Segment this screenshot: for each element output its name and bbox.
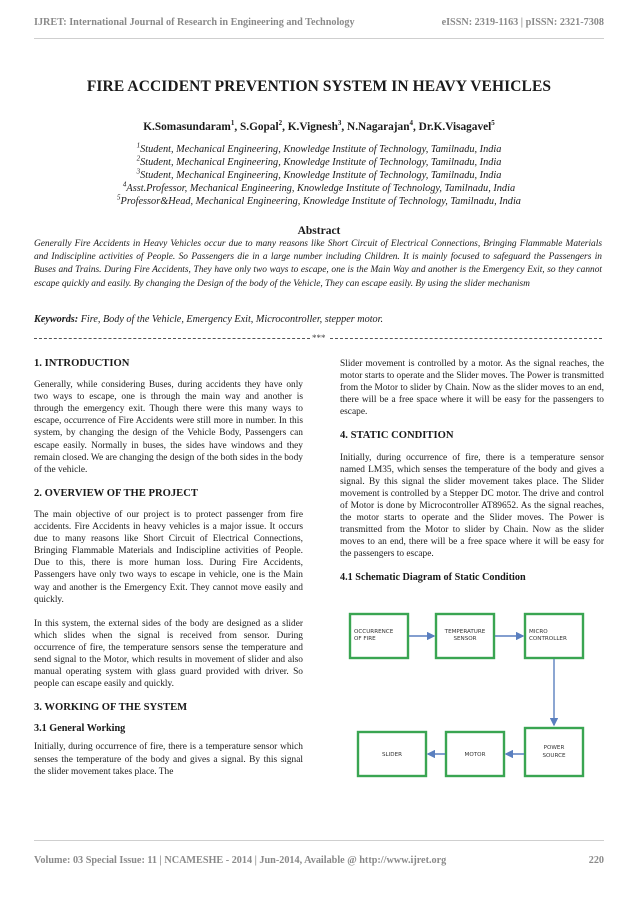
svg-text:SENSOR: SENSOR: [453, 636, 477, 642]
author-list: [0, 121, 638, 133]
keywords-text: Fire, Body of the Vehicle, Emergency Exit, Microcontroller, stepper motor.: [78, 314, 384, 325]
section-separator: [34, 333, 602, 343]
affiliation: $^3$Student, Mechanical Engineering, Knowledge Institute of Technology, Tamilnadu, India: [136, 167, 502, 181]
svg-text:CONTROLLER: CONTROLLER: [529, 636, 567, 642]
journal-name: IJRET: International Journal of Research in Engineering and Technology: [34, 17, 355, 28]
introduction-paragraph: Generally, while considering Buses, during accidents they have only two ways to escape, one is through the main way and another is through the emergency exit. Though there were this many ways to escape, occurrence of Fire Accidents were still more in number. In this system, by changing the design of the Vehicle Body, Passengers can escape easily. Normally in buses, the sides have windows and they remain closed. We are changing the design of the both sides in the body of the vehicle.: [34, 380, 303, 475]
author: K.Somasundaram$^1$,: [143, 119, 240, 133]
general-working-paragraph: Initially, during occurrence of fire, there is a temperature sensor which senses the temperature of the body and gives a signal. By this signal the slider movement takes place. The: [34, 742, 303, 777]
author: Dr.K.Visagavel$^5$: [418, 119, 495, 133]
author: S.Gopal$^2$,: [239, 119, 288, 133]
svg-text:SOURCE: SOURCE: [542, 753, 566, 759]
svg-text:TEMPERATURE: TEMPERATURE: [444, 629, 486, 635]
overview-paragraph: The main objective of our project is to protect passenger from fire accidents. Fire Accidents in heavy vehicles is a major issue. It occurs due to many reasons like Short Circuit of Electrical Connections, Bringing Flammable Materials and Indiscipline activities of People. Due to this, there is more human loss. During Fire Accidents, Passengers have only two ways to escape in vehicle, one is the Main way and another is the Emergency Exit. They cannot move easily and quickly.: [34, 509, 303, 605]
box-temperature-sensor: [436, 614, 494, 658]
svg-text:MICRO: MICRO: [529, 629, 548, 635]
subsection-heading-general: 3.1 General Working: [34, 723, 126, 735]
static-condition-paragraph: Initially, during occurrence of fire, there is a temperature sensor named LM35, which senses the temperature of the body and gives a signal. By this signal the slider movement takes place. The Slider movement is controlled by a Stepper DC motor. The drive and control of Motor is done by Microcontroller AT89652. As the signal reaches, the motor starts to operate and the Slider moves. The Power is transmitted from the Motor to slider by Chain. Now as the slider moves to an end, there will be a free space where it will be easy for the passengers to escape.: [340, 452, 604, 560]
section-heading-introduction: 1. INTRODUCTION: [34, 358, 130, 369]
affiliation: $^5$Professor&Head, Mechanical Engineering, Knowledge Institute of Technology, Tamilnadu, India: [117, 193, 521, 207]
separator-stars: ***: [312, 333, 326, 343]
author: N.Nagarajan$^4$,: [347, 119, 419, 133]
schematic-diagram: [340, 606, 604, 806]
general-working-continued: Slider movement is controlled by a motor. As the signal reaches, the motor starts to operate and the Slider moves. The Power is transmitted from the Motor to slider by Chain. Now as the slider moves to an end, there will be a free space where it will be easy for the passengers to escape.: [340, 359, 604, 418]
box-micro-controller: [525, 614, 583, 658]
abstract-heading: Abstract: [297, 225, 341, 237]
section-heading-working: 3. WORKING OF THE SYSTEM: [34, 702, 188, 714]
svg-text:MOTOR: MOTOR: [464, 752, 486, 758]
affiliation: $^4$Asst.Professor, Mechanical Engineering, Knowledge Institute of Technology, Tamilnadu, India: [122, 180, 516, 194]
separator-line: [330, 338, 602, 339]
right-column: [340, 358, 604, 585]
box-slider: [358, 732, 426, 776]
section-heading-static: 4. STATIC CONDITION: [340, 430, 454, 442]
author: K.Vignesh$^3$,: [287, 119, 348, 133]
box-motor: [446, 732, 504, 776]
overview-paragraph: In this system, the external sides of the body are designed as a slider which slides when the signal is received from sensor. During occurrence of fire, the temperature sensors sense the temperature and send signal to the Motor, which results in movement of slider and also manual operating system with glass guard provided with driver. So people can escape easily and quickly.: [34, 618, 303, 690]
box-power-source: [525, 728, 583, 776]
paper-title: FIRE ACCIDENT PREVENTION SYSTEM IN HEAVY VEHICLES: [86, 78, 552, 95]
issn: eISSN: 2319-1163 | pISSN: 2321-7308: [441, 17, 604, 28]
page-header: [34, 14, 604, 39]
box-occurrence-of-fire: [350, 614, 408, 658]
separator-line: [34, 338, 310, 339]
affiliation: $^1$Student, Mechanical Engineering, Knowledge Institute of Technology, Tamilnadu, India: [136, 141, 502, 155]
section-heading-overview: 2. OVERVIEW OF THE PROJECT: [34, 487, 198, 499]
page-number: 220: [588, 855, 604, 866]
footer-citation: Volume: 03 Special Issue: 11 | NCAMESHE - 2014 | Jun-2014, Available @ http://www.ijret.org: [34, 855, 447, 866]
svg-text:SLIDER: SLIDER: [381, 752, 403, 758]
page-footer: [34, 840, 604, 869]
svg-text:OF FIRE: OF FIRE: [354, 636, 376, 642]
left-column: [34, 358, 303, 778]
abstract-text: Generally Fire Accidents in Heavy Vehicles occur due to many reasons like Short Circuit of Electrical Connections, Bringing Flammable Materials and Indiscipline activities of People. So Passengers die in a large number including Children. It is mainly focused to safeguard the Passengers in Buses and Trains. During Fire Accidents, They have only two ways to escape, one is the Main Way and another is the Emergency Exit, so they cannot escape quickly and easily. By changing the Design of the body of the Vehicle, They can escape easily. By using the slider mechanism: [34, 239, 602, 289]
affiliation: $^2$Student, Mechanical Engineering, Knowledge Institute of Technology, Tamilnadu, India: [136, 154, 502, 168]
svg-text:POWER: POWER: [543, 745, 565, 751]
svg-text:OCCURRENCE: OCCURRENCE: [354, 629, 394, 635]
subsection-heading-schematic: 4.1 Schematic Diagram of Static Condition: [340, 572, 526, 584]
keywords: [34, 314, 602, 325]
schematic-svg: [340, 606, 604, 806]
keywords-label: Keywords:: [34, 314, 79, 325]
